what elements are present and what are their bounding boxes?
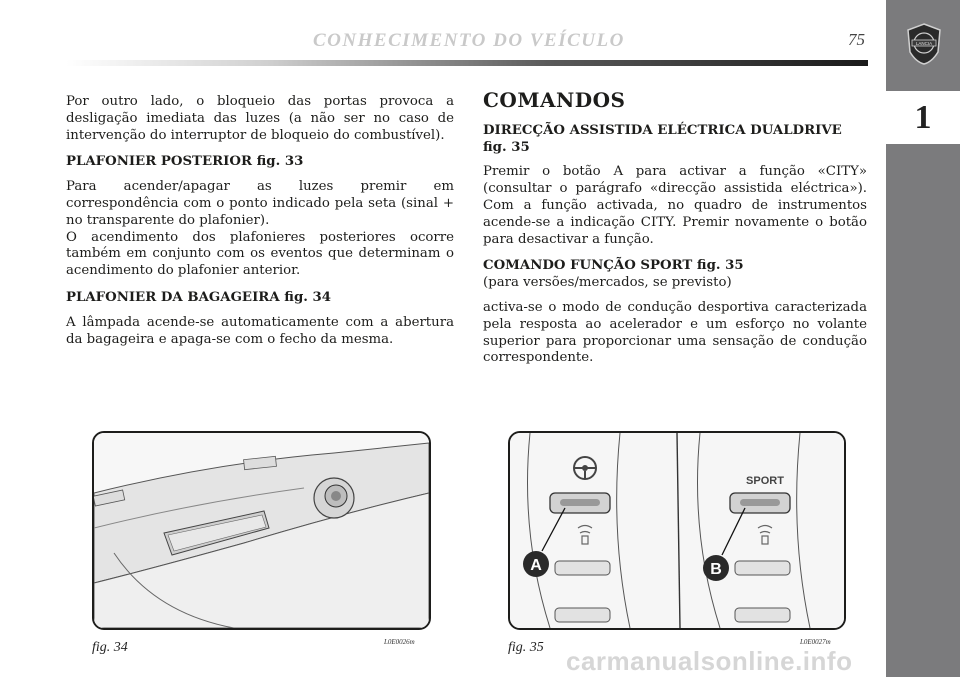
sport-label: SPORT — [746, 475, 784, 487]
rear-plafonier-paragraph-2: O acendimento dos plafonieres posteriores ocorre também em conjunto com os eventos que determinam o acendimento do plafonier anterior. — [66, 229, 454, 279]
chapter-number: 1 — [886, 91, 960, 144]
page-number: 75 — [848, 30, 865, 49]
rear-plafonier-heading: PLAFONIER POSTERIOR fig. 33 — [66, 154, 304, 170]
callout-a-label: A — [530, 557, 542, 574]
figure-34-caption: fig. 34 — [92, 640, 128, 655]
rear-plafonier-paragraph-1: Para acender/apagar as luzes premir em correspondência com o ponto indicado pela seta (sinal + no transparente do plafonier). — [66, 179, 454, 228]
boot-plafonier-heading: PLAFONIER DA BAGAGEIRA fig. 34 — [66, 289, 332, 305]
right-text-column — [483, 88, 867, 375]
section-title: COMANDOS — [483, 88, 626, 112]
boot-plafonier-paragraph: A lâmpada acende-se automaticamente com a abertura da bagageira e apaga-se com o fecho da mesma. — [66, 314, 454, 347]
figure-34-boot-light — [92, 431, 431, 630]
intro-paragraph: Por outro lado, o bloqueio das portas provoca a desligação imediata das luzes (a não ser no caso de intervenção do interruptor de bloqueio do combustível). — [66, 94, 454, 143]
lancia-logo-icon — [904, 22, 944, 66]
figure-35-controls — [508, 431, 846, 630]
logo-text: LANCIA — [915, 41, 933, 46]
watermark: carmanualsonline.info — [566, 646, 853, 676]
controls-illustration — [510, 433, 844, 628]
left-text-column — [66, 94, 454, 356]
boot-light-illustration — [94, 433, 429, 628]
dualdrive-heading: DIRECÇÃO ASSISTIDA ELÉCTRICA DUALDRIVE fig. 35 — [483, 122, 842, 155]
sport-note: (para versões/mercados, se previsto) — [483, 275, 732, 291]
figure-34-code: L0E0026m — [384, 638, 415, 646]
header-divider — [66, 60, 868, 66]
sport-paragraph: activa-se o modo de condução desportiva caracterizada pela resposta ao acelerador e um esforço no volante superior para proporcionar uma sensação de condução correspondente. — [483, 299, 867, 366]
page-title: CONHECIMENTO DO VEÍCULO — [313, 30, 625, 51]
figure-35-code: L0E0027m — [800, 638, 831, 646]
figure-35-caption: fig. 35 — [508, 640, 544, 655]
sport-heading: COMANDO FUNÇÃO SPORT fig. 35 — [483, 258, 744, 274]
dualdrive-paragraph: Premir o botão A para activar a função «CITY» (consultar o parágrafo «direcção assistida eléctrica»). Com a função activada, no quadro de instrumentos acende-se a indicação CITY. Premir novamente o botão para desactivar a função. — [483, 164, 867, 247]
callout-b-label: B — [710, 561, 722, 578]
